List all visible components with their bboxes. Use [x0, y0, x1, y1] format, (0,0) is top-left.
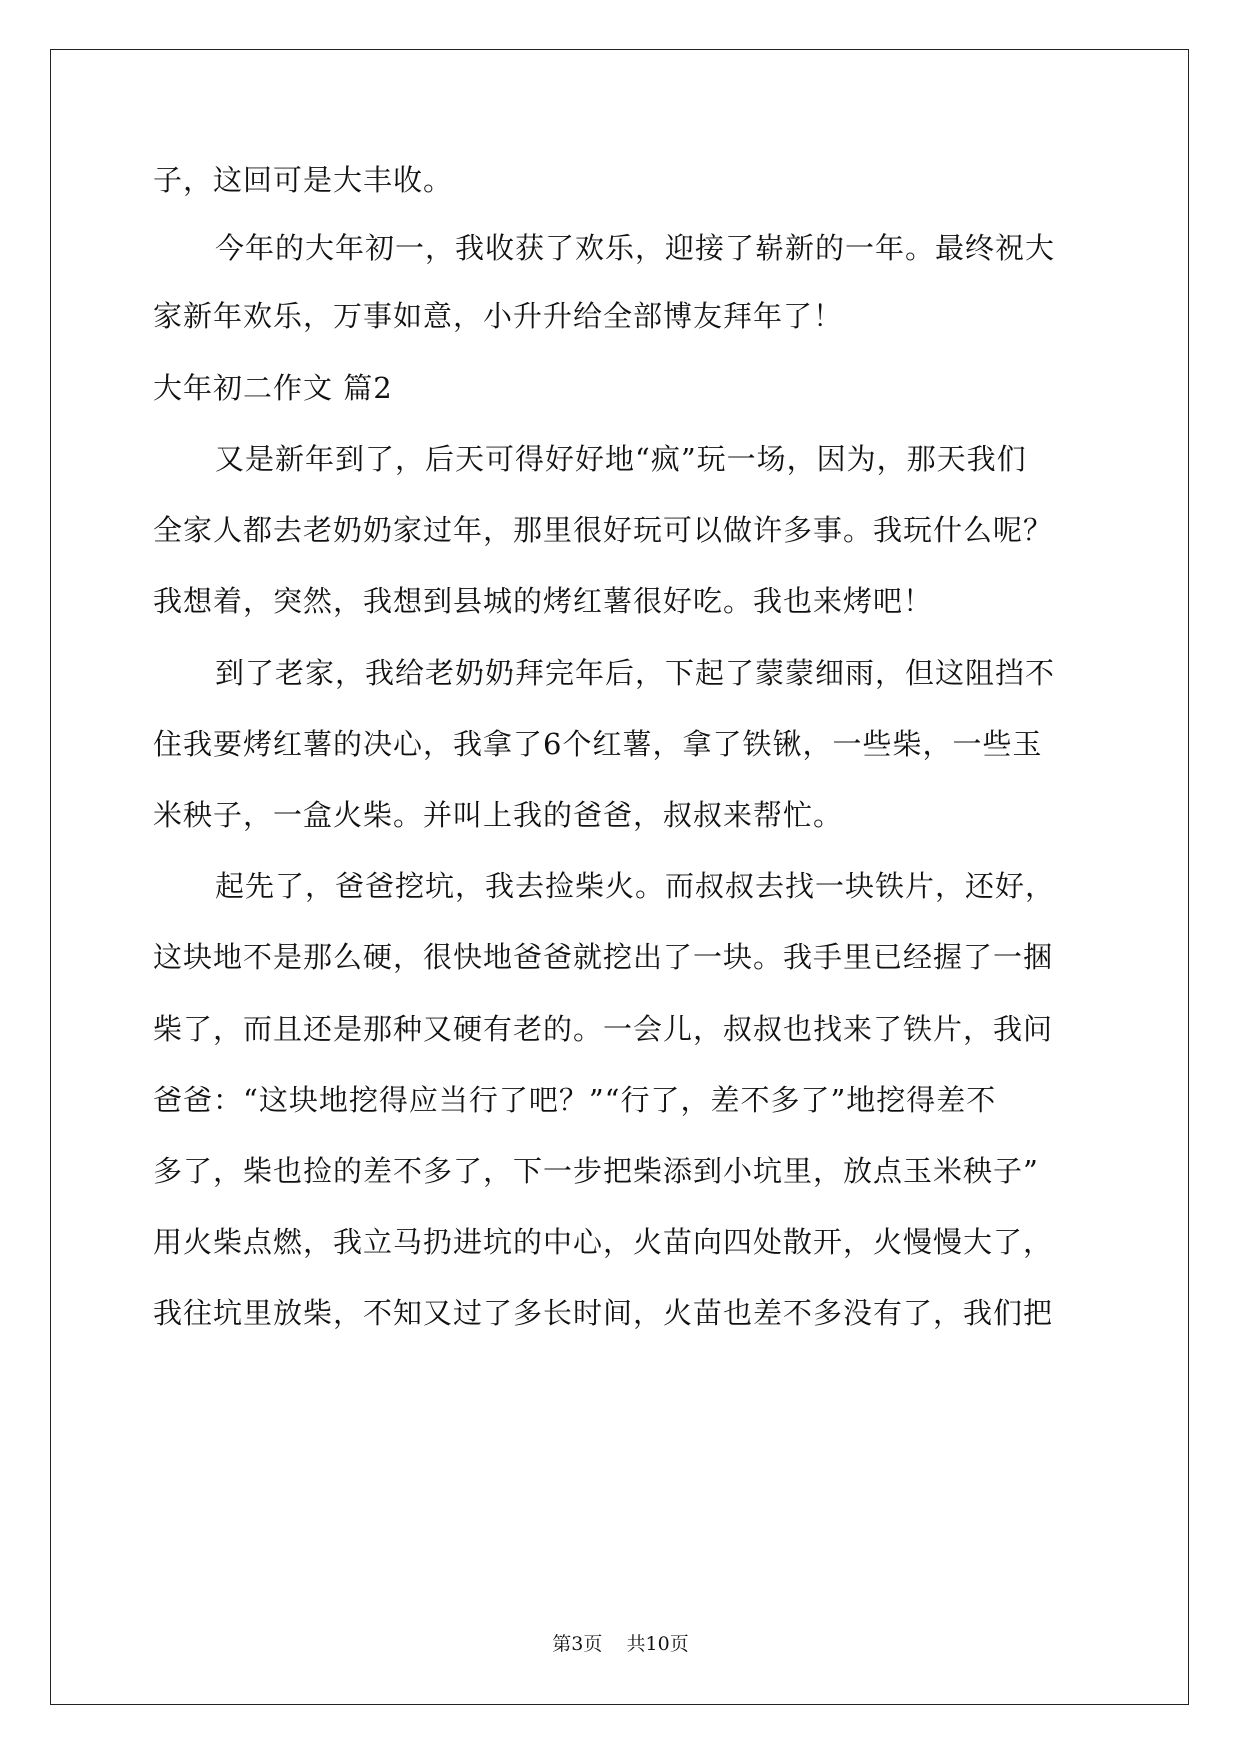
page-number: 第3页	[552, 1633, 603, 1655]
text-line-5: 又是新年到了，后天可得好好地“疯”玩一场，因为，那天我们	[215, 442, 1027, 476]
section-heading: 大年初二作文 篇2	[153, 371, 393, 405]
text-line-8: 到了老家，我给老奶奶拜完年后，下起了蒙蒙细雨，但这阻挡不	[215, 656, 1056, 690]
text-line-11: 起先了，爸爸挖坑，我去捡柴火。而叔叔去找一块铁片，还好，	[215, 869, 1056, 903]
text-line-15: 多了，柴也捡的差不多了，下一步把柴添到小坑里，放点玉米秧子”	[153, 1154, 1039, 1188]
text-line-16: 用火柴点燃，我立马扔进坑的中心，火苗向四处散开，火慢慢大了，	[153, 1225, 1054, 1259]
text-line-6: 全家人都去老奶奶家过年，那里很好玩可以做许多事。我玩什么呢？	[153, 513, 1054, 547]
text-line-10: 米秧子，一盒火柴。并叫上我的爸爸，叔叔来帮忙。	[153, 798, 844, 832]
text-line-3: 家新年欢乐，万事如意，小升升给全部博友拜年了！	[153, 299, 844, 333]
text-line-13: 柴了，而且还是那种又硬有老的。一会儿，叔叔也找来了铁片，我问	[153, 1012, 1054, 1046]
page-total: 共10页	[626, 1633, 689, 1655]
text-line-9: 住我要烤红薯的决心，我拿了6个红薯，拿了铁锹，一些柴，一些玉	[153, 727, 1043, 761]
text-line-12: 这块地不是那么硬，很快地爸爸就挖出了一块。我手里已经握了一捆	[153, 940, 1054, 974]
text-line-17: 我往坑里放柴，不知又过了多长时间，火苗也差不多没有了，我们把	[153, 1296, 1054, 1330]
text-line-2: 今年的大年初一，我收获了欢乐，迎接了崭新的一年。最终祝大	[215, 231, 1056, 265]
page-footer	[0, 1632, 1241, 1656]
text-line-7: 我想着，突然，我想到县城的烤红薯很好吃。我也来烤吧！	[153, 584, 934, 618]
text-line-14: 爸爸：“这块地挖得应当行了吧？”“行了，差不多了”地挖得差不	[153, 1083, 997, 1117]
text-line-1: 子，这回可是大丰收。	[153, 163, 454, 197]
